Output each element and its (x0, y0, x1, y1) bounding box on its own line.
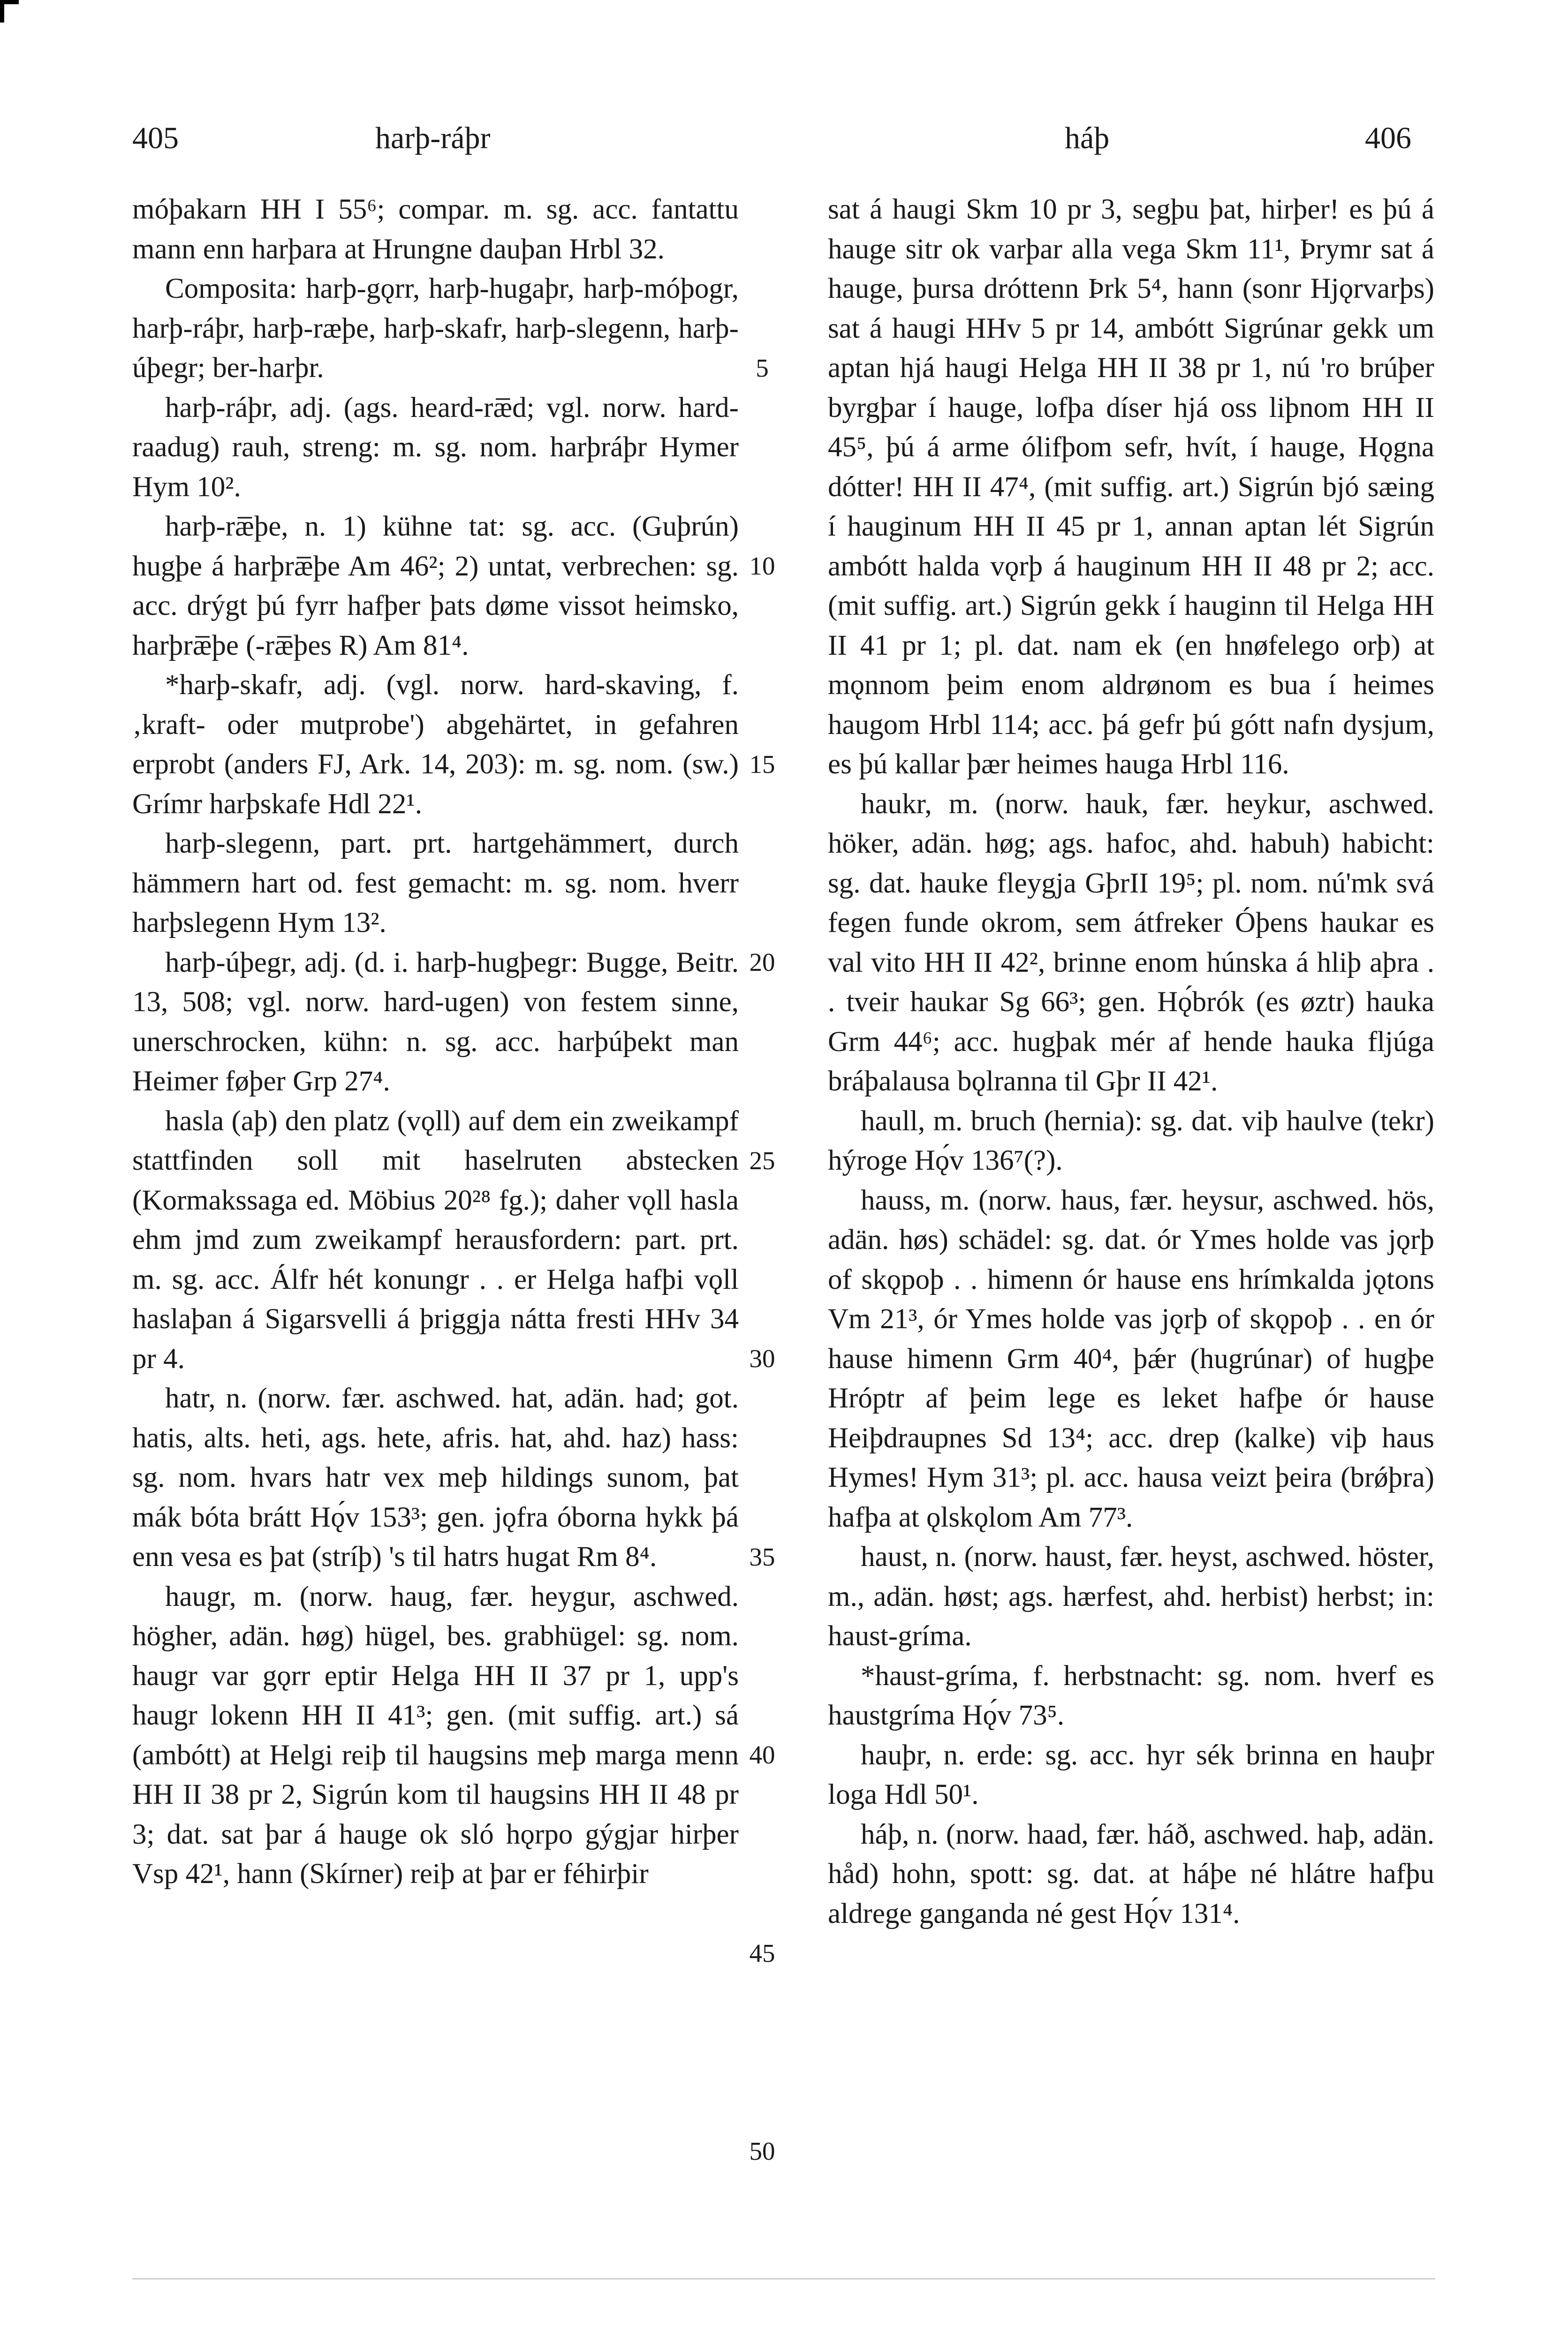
line-number: 45 (749, 1939, 775, 1967)
entry-haugr-continued: sat á haugi Skm 10 pr 3, segþu þat, hirþer! es þú á hauge sitr ok varþar alla vega Skm 11¹, Þrymr sat á hauge, þursa dróttenn Þrk 5⁴, hann (sonr Hjǫrvarþs) sat á haugi HHv 5 pr 14, ambótt Sigrúnar gekk um aptan hjá haugi Helga HH II 38 pr 1, nú 'ro brúþer byrgþar í hauge, lofþa díser hjá oss liþnom HH II 45⁵, þú á arme ólifþom sefr, hvít, í hauge, Hǫgna dótter! HH II 47⁴, (mit suffig. art.) Sigrún bjó sæing í hauginum HH II 45 pr 1, annan aptan lét Sigrún ambótt halda vǫrþ á hauginum HH II 48 pr 2; acc. (mit suffig. art.) Sigrún gekk í hauginn til Helga HH II 41 pr 1; pl. dat. nam ek (en hnøfelego orþ) at mǫnnom þeim enom aldrønom es bua í heimes haugom Hrbl 114; acc. þá gefr þú gótt nafn dysjum, es þú kallar þær heimes hauga Hrbl 116. (828, 194, 1434, 780)
line-number: 10 (749, 552, 775, 580)
line-number: 30 (749, 1344, 775, 1373)
page-number-left: 405 (132, 121, 179, 155)
entry-haukr: haukr, m. (norw. hauk, fær. heykur, aschwed. höker, adän. høg; ags. hafoc, ahd. habuh) habicht: sg. dat. hauke fleygja GþrII 19⁵; pl. nom. nú'mk svá fegen funde okrom, sem átfreker Óþens haukar es val vito HH II 42², brinne enom húnska á hliþ aþra . . tveir haukar Sg 66³; gen. Hǫ́brók (es øztr) hauka Grm 44⁶; acc. hugþak mér af hende hauka fljúga bráþalausa bǫlranna til Gþr II 42¹. (828, 788, 1434, 1097)
entry-hardraede: harþ-ræ̅þe, n. 1) kühne tat: sg. acc. (Guþrún) hugþe á harþræ̅þe Am 46²; 2) untat, verbrechen: sg. acc. drýgt þú fyrr hafþer þats døme vissot heimsko, harþræ̅þe (-ræ̅þes R) Am 81⁴. (132, 511, 739, 661)
line-number: 50 (749, 2137, 775, 2165)
entry-haustgrima: *haust-gríma, f. herbstnacht: sg. nom. hverf es haustgríma Hǫ́v 73⁵. (828, 1660, 1434, 1731)
line-number: 25 (749, 1146, 775, 1175)
entry-hardskafr: *harþ-skafr, adj. (vgl. norw. hard-skaving, f. ‚kraft- oder mutprobe') abgehärtet, in gefahren erprobt (anders FJ, Ark. 14, 203): m. sg. nom. (sw.) Grímr harþskafe Hdl 22¹. (132, 669, 739, 820)
entry-haugr: haugr, m. (norw. haug, fær. heygur, aschwed. högher, adän. høg) hügel, bes. grabhügel: sg. nom. haugr var gǫrr eptir Helga HH II 37 pr 1, upp's haugr lokenn HH II 41³; gen. (mit suffig. art.) sá (ambótt) at Helgi reiþ til haugsins meþ marga menn HH II 38 pr 2, Sigrún kom til haugsins HH II 48 pr 3; dat. sat þar á hauge ok sló hǫrpo gýgjar hirþer Vsp 42¹, hann (Skírner) reiþ at þar er féhirþir (132, 1581, 739, 1890)
running-head-right: háþ (1065, 121, 1110, 155)
entry-hardudegr: harþ-úþegr, adj. (d. i. harþ-hugþegr: Bugge, Beitr. 13, 508; vgl. norw. hard-ugen) von festem sinne, unerschrocken, kühn: n. sg. acc. harþúþekt man Heimer føþer Grp 27⁴. (132, 946, 739, 1097)
right-column (828, 190, 1434, 1934)
entry-composita: Composita: harþ-gǫrr, harþ-hugaþr, harþ-móþogr, harþ-ráþr, harþ-ræþe, harþ-skafr, harþ-slegenn, harþ-úþegr; ber-harþr. (132, 273, 739, 384)
left-column (132, 190, 739, 1894)
entry-hardslegenn: harþ-slegenn, part. prt. hartgehämmert, durch hämmern hart od. fest gemacht: m. sg. nom. hverr harþslegenn Hym 13². (132, 828, 739, 938)
entry-had: háþ, n. (norw. haad, fær. háð, aschwed. haþ, adän. håd) hohn, spott: sg. dat. at háþe né hlátre hafþu aldrege ganganda né gest Hǫ́v 131⁴. (828, 1818, 1434, 1929)
corner-crop-mark (0, 0, 19, 23)
entry-hatr: hatr, n. (norw. fær. aschwed. hat, adän. had; got. hatis, alts. heti, ags. hete, afris. hat, ahd. haz) hass: sg. nom. hvars hatr vex meþ hildings sunom, þat mák bóta brátt Hǫ́v 153³; gen. jǫfra óborna hykk þá enn vesa es þat (stríþ) 's til hatrs hugat Rm 8⁴. (132, 1383, 739, 1573)
entry-haust: haust, n. (norw. haust, fær. heyst, aschwed. höster, m., adän. høst; ags. hærfest, ahd. herbist) herbst; in: haust-gríma. (828, 1541, 1434, 1652)
entry-hauss: hauss, m. (norw. haus, fær. heysur, aschwed. hös, adän. høs) schädel: sg. dat. ór Ymes holde vas jǫrþ of skǫpoþ . . himenn ór hause ens hrímkalda jǫtons Vm 21³, ór Ymes holde vas jǫrþ of skǫpoþ . . en ór hause himenn Grm 40⁴, þǽr (hugrúnar) of hugþe Hróptr af þeim lege es leket hafþe ór hause Heiþdraupnes Sd 13⁴; acc. drep (kalke) viþ haus Hymes! Hym 31³; pl. acc. hausa veizt þeira (brǿþra) hafþa at ǫlskǫlom Am 77³. (828, 1184, 1434, 1533)
entry-haudr: hauþr, n. erde: sg. acc. hyr sék brinna en hauþr loga Hdl 50¹. (828, 1739, 1434, 1810)
entry-hardradr: harþ-ráþr, adj. (ags. heard-ræ̅d; vgl. norw. hard-raadug) rauh, streng: m. sg. nom. harþráþr Hymer Hym 10². (132, 392, 739, 503)
entry-hasla: hasla (aþ) den platz (vǫll) auf dem ein zweikampf stattfinden soll mit haselruten abstecken (Kormakssaga ed. Möbius 20²⁸ fg.); daher vǫll hasla ehm jmd zum zweikampf herausfordern: part. prt. m. sg. acc. Álfr hét konungr . . er Helga hafþi vǫll haslaþan á Sigarsvelli á þriggja nátta fresti HHv 34 pr 4. (132, 1105, 739, 1375)
line-number: 5 (756, 354, 769, 382)
page-number-right: 406 (1365, 121, 1411, 155)
running-head-left: harþ-ráþr (375, 121, 491, 155)
entry-continuation: móþakarn HH I 55⁶; compar. m. sg. acc. fantattu mann enn harþara at Hrungne dauþan Hrbl 32. (132, 194, 739, 265)
entry-haull: haull, m. bruch (hernia): sg. dat. viþ haulve (tekr) hýroge Hǫ́v 136⁷(?). (828, 1105, 1434, 1176)
line-number: 15 (749, 750, 775, 779)
line-number: 40 (749, 1740, 775, 1769)
line-number: 35 (749, 1543, 775, 1571)
bottom-rule (132, 2278, 1435, 2279)
line-number: 20 (749, 948, 775, 976)
